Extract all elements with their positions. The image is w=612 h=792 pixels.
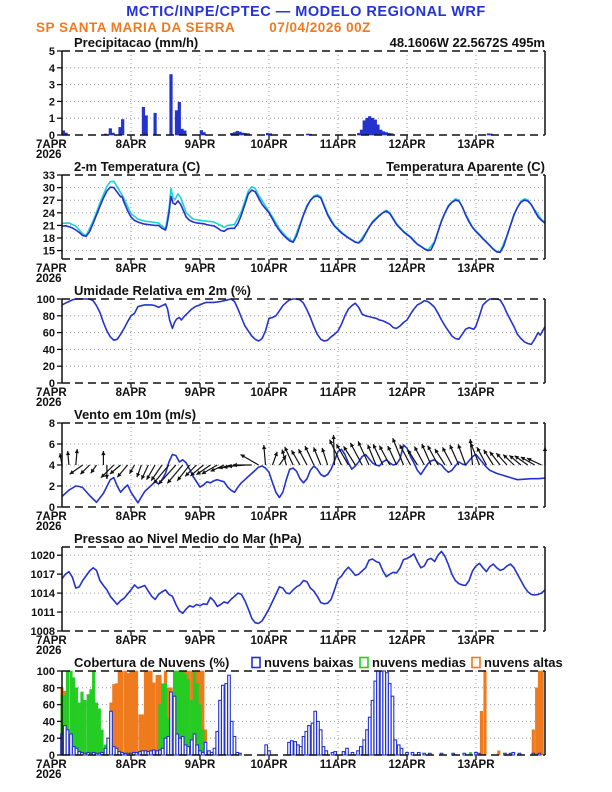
x-label: 11APR — [319, 635, 357, 647]
nuvens_baixas-bar — [360, 747, 363, 755]
nuvens_baixas-bar — [164, 738, 167, 755]
nuvens_baixas-bar — [308, 726, 311, 755]
x-label: 7APR — [36, 387, 67, 399]
x-label: 7APR — [36, 635, 67, 647]
nuvens_medias-bar — [75, 688, 78, 755]
precip-bar — [357, 133, 360, 135]
nuvens_baixas-bar — [265, 745, 268, 755]
nuvens_medias-bar — [98, 709, 101, 755]
precip-bar — [306, 134, 309, 135]
precip-bar — [374, 120, 377, 135]
x-label: 9APR — [184, 387, 216, 399]
wind-arrowhead — [75, 449, 79, 453]
precipitation-right-label: 48.1606W 22.5672S 495m — [389, 35, 545, 50]
clouds-chart — [0, 655, 612, 779]
nuvens_baixas-bar — [161, 748, 164, 755]
nuvens_medias-bar — [161, 684, 164, 755]
temperature-ytick-label: 18 — [42, 233, 55, 245]
nuvens_baixas-bar — [222, 685, 225, 755]
wind-arrowhead — [101, 451, 105, 455]
wind-title: Vento em 10m (m/s) — [74, 407, 197, 422]
nuvens_altas-bar — [150, 671, 153, 755]
x-year-label: 2026 — [36, 397, 62, 407]
x-label: 13APR — [457, 387, 495, 399]
wind-ytick-label: 8 — [48, 418, 55, 430]
nuvens_baixas-bar — [383, 671, 386, 755]
nuvens_baixas-bar — [204, 742, 207, 755]
nuvens_baixas-bar — [291, 741, 294, 755]
clouds-ytick-label: 60 — [42, 699, 55, 712]
precipitation-ytick-label: 1 — [48, 113, 55, 126]
nuvens_altas-bar — [153, 683, 156, 755]
nuvens_baixas-bar — [216, 732, 219, 756]
nuvens_baixas-bar — [72, 747, 75, 755]
x-year-label: 2026 — [36, 645, 62, 655]
nuvens_altas-bar — [141, 715, 144, 755]
nuvens_medias-bar — [81, 692, 84, 755]
nuvens_baixas-bar — [363, 740, 366, 755]
x-label: 9APR — [184, 139, 216, 151]
clouds-ytick-label: 0 — [48, 750, 55, 762]
nuvens_baixas-bar — [371, 700, 374, 755]
nuvens_medias-bar — [90, 690, 93, 756]
precip-bar — [242, 133, 245, 135]
nuvens_baixas-bar — [66, 730, 69, 755]
nuvens_altas-bar — [115, 684, 118, 755]
precip-bar — [145, 116, 148, 135]
pressure-ytick-label: 1017 — [30, 569, 55, 582]
temperature-ytick-label: 30 — [42, 182, 55, 195]
legend-swatch-nuvens-altas — [472, 658, 480, 668]
precip-bar — [181, 129, 184, 135]
x-label: 13APR — [457, 139, 495, 151]
nuvens_altas-bar — [144, 671, 147, 755]
umidade_relativa-line — [62, 299, 545, 344]
legend-label: nuvens baixas — [264, 655, 354, 670]
x-label: 11APR — [319, 387, 357, 399]
nuvens_baixas-bar — [388, 684, 391, 755]
humidity-ytick-label: 20 — [42, 361, 55, 374]
x-label: 12APR — [388, 635, 426, 647]
x-label: 9APR — [184, 263, 216, 275]
nuvens_baixas-bar — [268, 751, 271, 755]
x-label: 10APR — [250, 759, 288, 771]
x-label: 12APR — [388, 139, 426, 151]
precip-bar — [366, 118, 369, 135]
precip-bar — [368, 117, 371, 136]
clouds-ytick-label: 40 — [42, 716, 55, 729]
nuvens_altas-bar — [532, 730, 535, 755]
x-label: 12APR — [388, 263, 426, 275]
nuvens_baixas-bar — [135, 753, 138, 756]
nuvens_baixas-bar — [110, 711, 113, 755]
temperature-ytick-label: 27 — [42, 195, 55, 208]
wind-arrowhead — [262, 445, 266, 449]
precip-bar — [121, 120, 124, 136]
temperature-ytick-label: 15 — [42, 245, 55, 258]
nuvens_baixas-bar — [190, 740, 193, 755]
nuvens_altas-bar — [480, 711, 483, 755]
nuvens_altas-bar — [139, 715, 142, 755]
clouds-ytick-label: 100 — [36, 666, 55, 678]
wind-arrow — [330, 440, 342, 465]
nuvens_baixas-bar — [294, 742, 297, 755]
nuvens_medias-bar — [159, 705, 162, 755]
x-label: 7APR — [36, 263, 67, 275]
nuvens_baixas-bar — [230, 721, 233, 755]
nuvens_baixas-bar — [377, 671, 380, 755]
nuvens_baixas-bar — [176, 734, 179, 755]
wind-arrowhead — [332, 435, 336, 439]
precip-bar — [154, 113, 157, 135]
x-label: 9APR — [184, 759, 216, 771]
nuvens_altas-bar — [113, 684, 116, 755]
x-year-label: 2026 — [36, 521, 62, 531]
x-label: 13APR — [457, 263, 495, 275]
precipitation-ytick-label: 0 — [48, 130, 55, 142]
wind-arrowhead — [105, 475, 109, 479]
nuvens_medias-bar — [101, 730, 104, 755]
wind-ytick-label: 0 — [48, 502, 55, 514]
nuvens_altas-bar — [124, 671, 127, 755]
legend-swatch-nuvens-baixas — [252, 658, 260, 668]
nuvens_baixas-bar — [368, 717, 371, 755]
precip-bar — [371, 118, 374, 135]
pressure-ytick-label: 1020 — [30, 550, 55, 563]
nuvens_baixas-bar — [84, 753, 87, 755]
clouds-ytick-label: 20 — [42, 733, 55, 746]
nuvens_altas-bar — [147, 671, 150, 755]
pressure-ytick-label: 1014 — [30, 588, 55, 601]
humidity-ytick-label: 40 — [42, 344, 55, 357]
x-label: 13APR — [457, 635, 495, 647]
run-datetime: 07/04/2026 00Z — [269, 20, 371, 35]
x-label: 10APR — [250, 387, 288, 399]
nuvens_baixas-bar — [288, 742, 291, 755]
x-label: 10APR — [250, 263, 288, 275]
x-label: 11APR — [319, 263, 357, 275]
precipitation-ytick-label: 4 — [48, 62, 55, 75]
pressure-ytick-label: 1008 — [30, 626, 55, 638]
x-label: 11APR — [319, 511, 357, 523]
nuvens_baixas-bar — [397, 745, 400, 755]
x-label: 8APR — [115, 263, 147, 275]
nuvens_baixas-bar — [314, 711, 317, 755]
temperature-right-label: Temperatura Aparente (C) — [386, 159, 545, 174]
nuvens_medias-bar — [95, 703, 98, 755]
x-label: 7APR — [36, 511, 67, 523]
pressure-chart — [0, 531, 612, 655]
precip-bar — [487, 134, 490, 135]
x-label: 12APR — [388, 759, 426, 771]
nuvens_baixas-bar — [319, 730, 322, 755]
precipitation-ytick-label: 2 — [48, 96, 55, 109]
nuvens_altas-bar — [535, 688, 538, 755]
x-label: 8APR — [115, 387, 147, 399]
precip-bar — [109, 129, 112, 135]
wind-ytick-label: 6 — [48, 439, 55, 451]
nuvens_altas-bar — [118, 671, 121, 755]
x-label: 11APR — [319, 759, 357, 771]
precipitation-title: Precipitacao (mm/h) — [74, 35, 199, 50]
pressure-ytick-label: 1011 — [31, 607, 55, 620]
nuvens_baixas-bar — [196, 745, 199, 755]
model-title: MCTIC/INPE/CPTEC — MODELO REGIONAL WRF — [126, 4, 486, 20]
nuvens_baixas-bar — [357, 751, 360, 755]
x-label: 8APR — [115, 139, 147, 151]
nuvens_altas-bar — [127, 674, 130, 756]
nuvens_baixas-bar — [233, 737, 236, 756]
station-line — [0, 20, 612, 35]
precipitation-ytick-label: 5 — [48, 46, 55, 58]
wind-ytick-label: 4 — [48, 460, 55, 472]
temperatura_2m-line — [62, 187, 545, 252]
humidity-ytick-label: 100 — [36, 294, 55, 306]
nuvens_baixas-bar — [299, 747, 302, 755]
x-label: 10APR — [250, 635, 288, 647]
nuvens_baixas-bar — [219, 700, 222, 755]
nuvens_baixas-bar — [346, 748, 349, 755]
x-year-label: 2026 — [36, 273, 62, 283]
precip-bar — [178, 102, 181, 135]
x-label: 8APR — [115, 511, 147, 523]
wind-chart — [0, 407, 612, 531]
nuvens_altas-bar — [133, 671, 136, 755]
temperature-ytick-label: 33 — [42, 170, 55, 182]
temperature-ytick-label: 24 — [42, 207, 55, 220]
wind-ytick-label: 2 — [48, 481, 55, 493]
nuvens_baixas-bar — [391, 696, 394, 755]
nuvens_medias-bar — [92, 671, 95, 755]
nuvens_baixas-bar — [150, 751, 153, 755]
temperature-title: 2-m Temperatura (C) — [74, 159, 201, 174]
legend-label: nuvens medias — [372, 655, 466, 670]
nuvens_baixas-bar — [400, 748, 403, 755]
nuvens_medias-bar — [87, 695, 90, 756]
x-label: 10APR — [250, 511, 288, 523]
precip-bar — [363, 121, 366, 135]
precip-bar — [175, 111, 178, 135]
x-label: 11APR — [319, 139, 357, 151]
x-label: 8APR — [115, 759, 147, 771]
nuvens_baixas-bar — [181, 737, 184, 756]
humidity-ytick-label: 60 — [42, 327, 55, 340]
x-label: 12APR — [388, 387, 426, 399]
nuvens_baixas-bar — [187, 747, 190, 755]
vento_10m-line — [62, 445, 545, 503]
nuvens_baixas-bar — [302, 737, 305, 756]
pressao_nivel_mar-line — [62, 551, 545, 623]
humidity-ytick-label: 0 — [48, 378, 55, 390]
legend-swatch-nuvens-medias — [360, 658, 368, 668]
wind-arrowhead — [66, 451, 70, 455]
x-label: 13APR — [457, 759, 495, 771]
nuvens_medias-bar — [199, 705, 202, 755]
precip-bar — [382, 132, 385, 135]
clouds-ytick-label: 80 — [42, 682, 55, 695]
x-label: 8APR — [115, 635, 147, 647]
nuvens_altas-bar — [130, 671, 133, 755]
nuvens_baixas-bar — [184, 745, 187, 755]
nuvens_baixas-bar — [538, 753, 541, 755]
pressure-title: Pressao ao Nivel Medio do Mar (hPa) — [74, 531, 302, 546]
nuvens_baixas-bar — [423, 753, 426, 755]
x-label: 9APR — [184, 511, 216, 523]
nuvens_medias-bar — [184, 674, 187, 755]
nuvens_baixas-bar — [115, 748, 118, 755]
precip-bar — [239, 132, 242, 135]
humidity-title: Umidade Relativa em 2m (%) — [74, 283, 252, 298]
nuvens_baixas-bar — [322, 747, 325, 755]
x-label: 13APR — [457, 511, 495, 523]
humidity-chart — [0, 283, 612, 407]
precipitation-ytick-label: 3 — [48, 79, 55, 92]
precip-bar — [119, 127, 122, 135]
nuvens_altas-bar — [484, 671, 487, 755]
nuvens_altas-bar — [156, 675, 159, 755]
nuvens_medias-bar — [187, 679, 190, 755]
nuvens_baixas-bar — [107, 738, 110, 755]
header — [0, 0, 612, 35]
precipitation-chart — [0, 35, 612, 159]
x-label: 10APR — [250, 139, 288, 151]
precip-bar — [377, 125, 380, 135]
nuvens_medias-bar — [84, 700, 87, 755]
station-name: SP SANTA MARIA DA SERRA — [36, 20, 236, 35]
x-label: 7APR — [36, 759, 67, 771]
precip-bar — [170, 75, 173, 136]
x-label: 12APR — [388, 511, 426, 523]
nuvens_baixas-bar — [475, 753, 478, 756]
x-label: 9APR — [184, 635, 216, 647]
temperature-chart — [0, 159, 612, 283]
nuvens_altas-bar — [121, 671, 124, 755]
x-label: 7APR — [36, 139, 67, 151]
legend-label: nuvens altas — [484, 655, 563, 670]
humidity-ytick-label: 80 — [42, 310, 55, 323]
temperature-ytick-label: 21 — [42, 220, 55, 233]
precip-bar — [200, 131, 203, 136]
nuvens_baixas-bar — [239, 753, 242, 755]
nuvens_altas-bar — [541, 671, 544, 755]
x-year-label: 2026 — [36, 769, 62, 779]
clouds-title: Cobertura de Nuvens (%) — [74, 655, 230, 670]
nuvens_baixas-bar — [170, 692, 173, 755]
precip-bar — [142, 107, 145, 135]
nuvens_altas-bar — [538, 671, 541, 755]
nuvens_altas-bar — [135, 671, 138, 755]
nuvens_medias-bar — [78, 703, 81, 755]
nuvens_baixas-bar — [75, 748, 78, 755]
nuvens_baixas-bar — [512, 753, 515, 756]
precip-bar — [266, 133, 269, 135]
x-year-label: 2026 — [36, 149, 62, 159]
nuvens_baixas-bar — [394, 740, 397, 755]
nuvens_baixas-bar — [225, 684, 228, 755]
